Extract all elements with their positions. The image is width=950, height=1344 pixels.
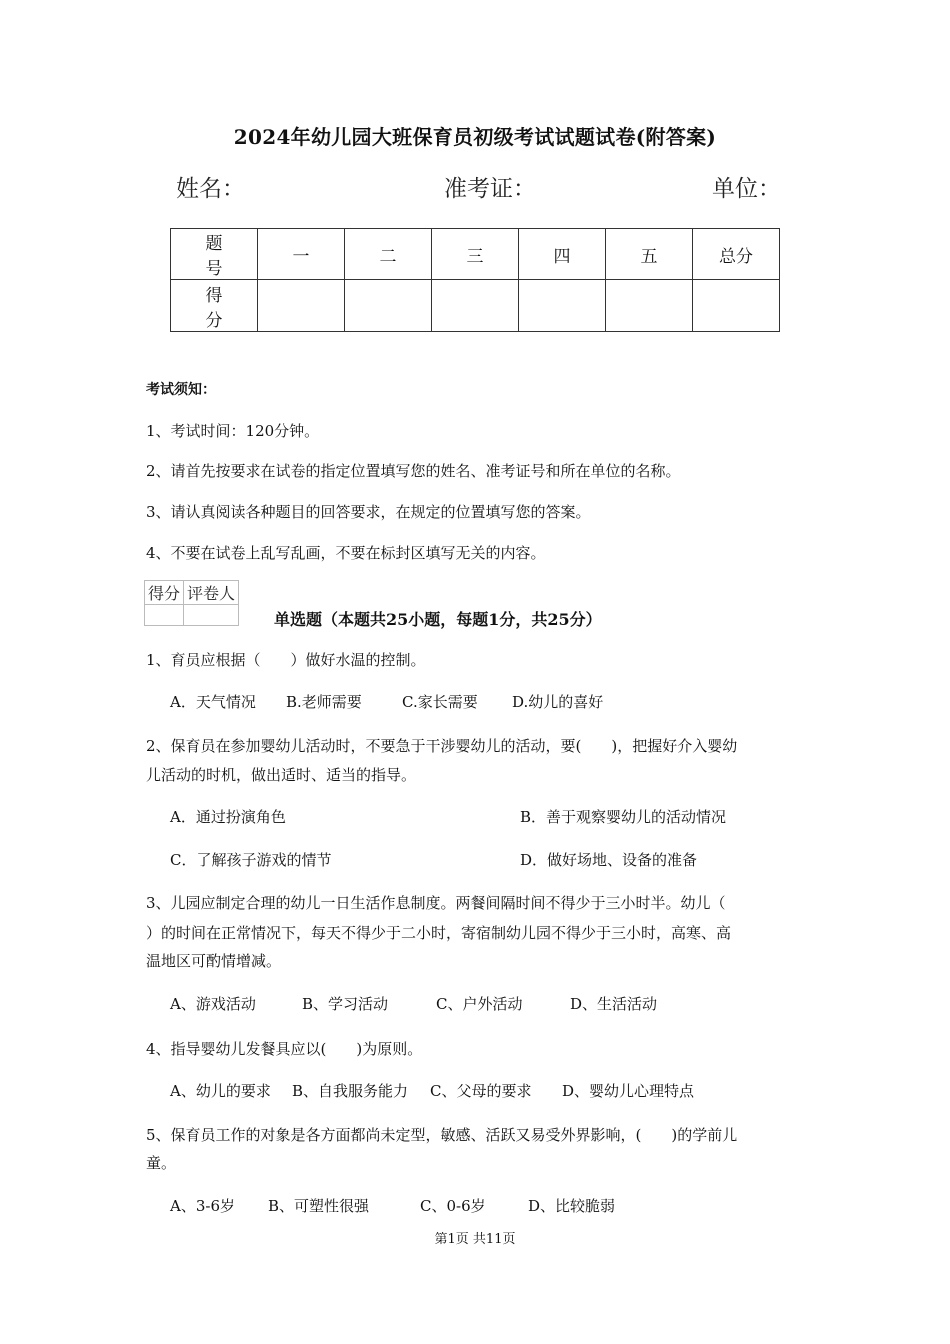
notice-item: 4、不要在试卷上乱写乱画，不要在标封区填写无关的内容。 — [146, 544, 546, 562]
answer-option[interactable]: C．了解孩子游戏的情节 — [170, 851, 332, 869]
exam-title: 2024年幼儿园大班保育员初级考试试题试卷(附答案) — [233, 125, 717, 149]
notice-item: 3、请认真阅读各种题目的回答要求，在规定的位置填写您的答案。 — [146, 503, 591, 521]
question-stem: 3、儿园应制定合理的幼儿一日生活作息制度。两餐间隔时间不得少于三小时半。幼儿（ — [146, 894, 726, 912]
score-table-score-row — [171, 280, 780, 332]
answer-option[interactable]: B、自我服务能力 — [292, 1082, 409, 1100]
score-table — [170, 228, 780, 332]
answer-option[interactable]: B、学习活动 — [302, 995, 389, 1013]
score-cell[interactable] — [345, 280, 432, 332]
notice-item: 2、请首先按要求在试卷的指定位置填写您的姓名、准考证号和所在单位的名称。 — [146, 462, 681, 480]
grader-name-cell[interactable] — [184, 605, 239, 626]
answer-option[interactable]: D.幼儿的喜好 — [512, 693, 604, 711]
page-number: 第1页 共11页 — [434, 1232, 516, 1247]
question-stem: 儿活动的时机，做出适时、适当的指导。 — [146, 766, 417, 784]
answer-option[interactable]: B.老师需要 — [286, 693, 362, 711]
answer-option[interactable]: A、3-6岁 — [170, 1197, 235, 1215]
question-stem: 4、指导婴幼儿发餐具应以( )为原则。 — [146, 1040, 423, 1058]
unit-label: 单位： — [712, 176, 781, 202]
score-cell[interactable] — [519, 280, 606, 332]
score-table-header-cell: 一 — [258, 229, 345, 280]
exam-id-label: 准考证： — [444, 176, 536, 202]
grader-box — [144, 580, 239, 626]
question-stem: 童。 — [146, 1154, 177, 1172]
answer-option[interactable]: D、生活活动 — [570, 995, 658, 1013]
answer-option[interactable]: A、游戏活动 — [170, 995, 256, 1013]
score-table-header-row — [171, 229, 780, 280]
score-table-header-cell: 二 — [345, 229, 432, 280]
question-stem: ）的时间在正常情况下，每天不得少于二小时，寄宿制幼儿园不得少于三小时，高寒、高 — [146, 924, 732, 942]
score-table-header-cell: 四 — [519, 229, 606, 280]
notice-title: 考试须知： — [146, 382, 216, 398]
question-stem: 温地区可酌情增减。 — [146, 952, 282, 970]
grader-name-label: 评卷人 — [184, 581, 239, 605]
answer-option[interactable]: D、婴幼儿心理特点 — [562, 1082, 695, 1100]
score-cell[interactable] — [606, 280, 693, 332]
section-title: 单选题（本题共25小题，每题1分，共25分） — [274, 610, 602, 629]
score-row-label: 得 分 — [171, 280, 258, 332]
answer-option[interactable]: B．善于观察婴幼儿的活动情况 — [520, 808, 727, 826]
answer-option[interactable]: D．做好场地、设备的准备 — [520, 851, 698, 869]
answer-option[interactable]: A．天气情况 — [170, 693, 256, 711]
answer-option[interactable]: C、父母的要求 — [430, 1082, 532, 1100]
answer-option[interactable]: D、比较脆弱 — [528, 1197, 616, 1215]
question-stem: 2、保育员在参加婴幼儿活动时，不要急于干涉婴幼儿的活动，要( )，把握好介入婴幼 — [146, 737, 738, 755]
grader-score-cell[interactable] — [145, 605, 184, 626]
score-cell[interactable] — [693, 280, 780, 332]
answer-option[interactable]: A．通过扮演角色 — [170, 808, 286, 826]
question-stem: 5、保育员工作的对象是各方面都尚未定型，敏感、活跃又易受外界影响，( )的学前儿 — [146, 1126, 738, 1144]
answer-option[interactable]: C.家长需要 — [402, 693, 478, 711]
answer-option[interactable]: C、户外活动 — [436, 995, 523, 1013]
score-table-header-cell: 五 — [606, 229, 693, 280]
score-table-header-cell: 题 号 — [171, 229, 258, 280]
answer-option[interactable]: C、0-6岁 — [420, 1197, 486, 1215]
question-stem: 1、育员应根据（ ）做好水温的控制。 — [146, 651, 426, 669]
score-table-header-cell: 三 — [432, 229, 519, 280]
notice-item: 1、考试时间：120分钟。 — [146, 422, 320, 440]
score-table-header-cell: 总分 — [693, 229, 780, 280]
score-cell[interactable] — [432, 280, 519, 332]
answer-option[interactable]: B、可塑性很强 — [268, 1197, 370, 1215]
grader-score-label: 得分 — [145, 581, 184, 605]
answer-option[interactable]: A、幼儿的要求 — [170, 1082, 271, 1100]
name-label: 姓名： — [176, 176, 245, 202]
